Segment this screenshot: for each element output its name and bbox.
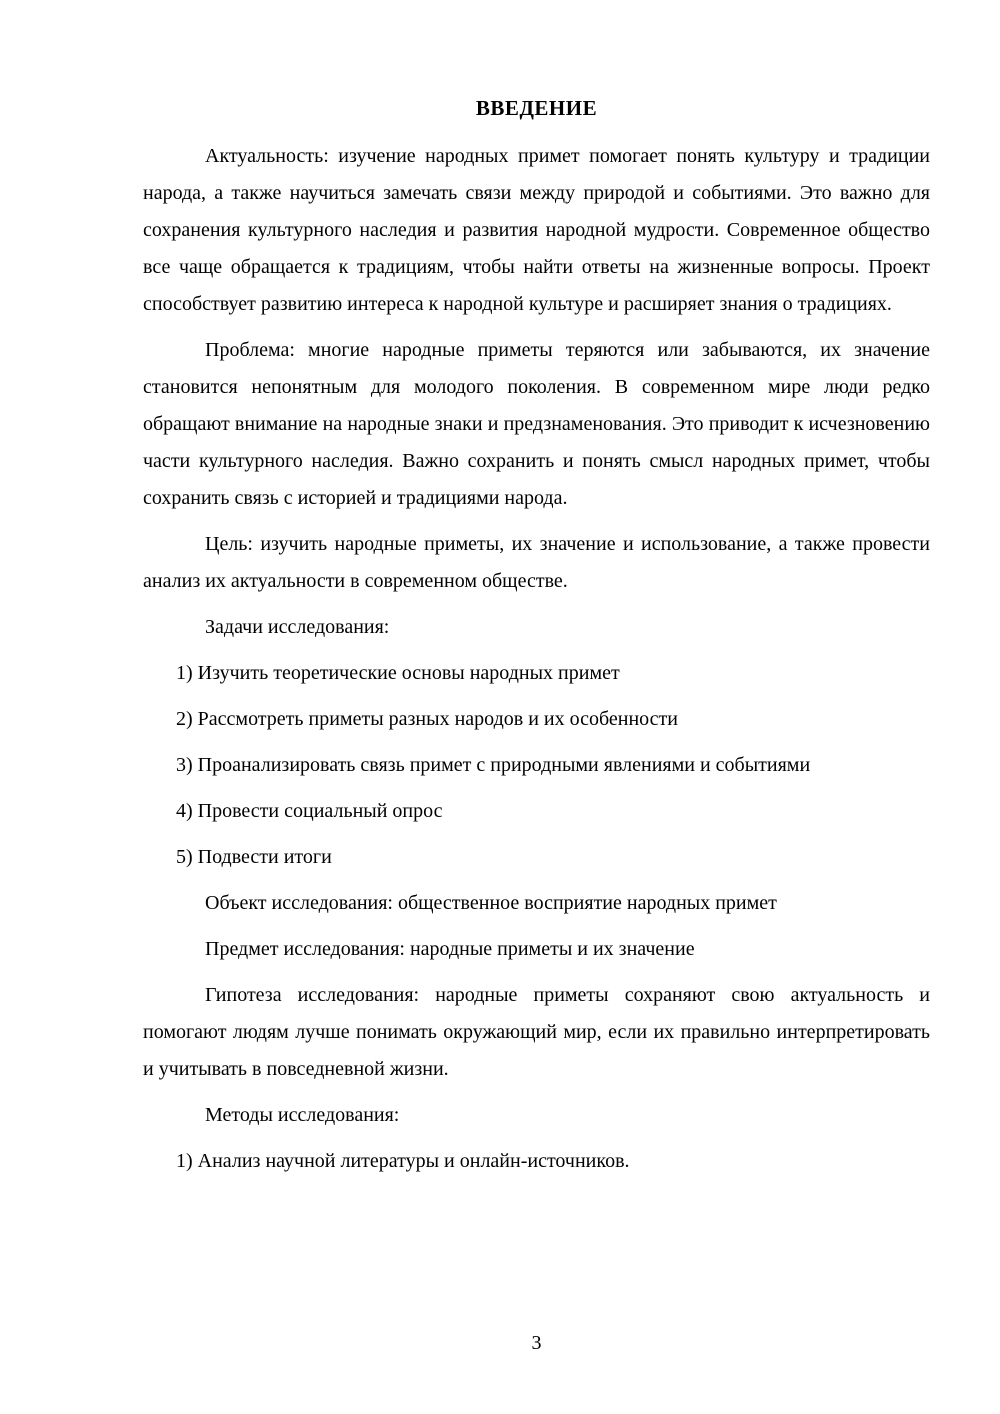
task-item-1: 1) Изучить теоретические основы народных примет [176,662,620,684]
paragraph-goal: Цель: изучить народные приметы, их значение и использование, а также провести анализ их актуальности в современном обществе. [143,533,930,592]
task-item-3: 3) Проанализировать связь примет с природными явлениями и событиями [176,754,811,776]
paragraph-subject: Предмет исследования: народные приметы и их значение [205,938,695,960]
method-item-1: 1) Анализ научной литературы и онлайн-источников. [176,1150,630,1172]
task-item-4: 4) Провести социальный опрос [176,800,443,822]
paragraph-hypothesis: Гипотеза исследования: народные приметы сохраняют свою актуальность и помогают людям лучше понимать окружающий мир, если их правильно интерпретировать и учитывать в повседневной жизни. [143,984,930,1080]
paragraph-tasks-heading: Задачи исследования: [205,616,390,638]
paragraph-methods-heading: Методы исследования: [205,1104,400,1126]
paragraph-relevance: Актуальность: изучение народных примет помогает понять культуру и традиции народа, а также научиться замечать связи между природой и событиями. Это важно для сохранения культурного наследия и развития народной мудрости. Современное общество все чаще обращается к традициям, чтобы найти ответы на жизненные вопросы. Проект способствует развитию интереса к народной культуре и расширяет знания о традициях. [143,145,930,315]
paragraph-problem: Проблема: многие народные приметы теряются или забываются, их значение становится непонятным для молодого поколения. В современном мире люди редко обращают внимание на народные знаки и предзнаменования. Это приводит к исчезновению части культурного наследия. Важно сохранить и понять смысл народных примет, чтобы сохранить связь с историей и традициями народа. [143,339,930,509]
page-number: 3 [531,1332,542,1354]
task-item-2: 2) Рассмотреть приметы разных народов и их особенности [176,708,678,730]
page-title: ВВЕДЕНИЕ [475,96,598,120]
task-item-5: 5) Подвести итоги [176,846,332,868]
paragraph-object: Объект исследования: общественное восприятие народных примет [205,892,777,914]
